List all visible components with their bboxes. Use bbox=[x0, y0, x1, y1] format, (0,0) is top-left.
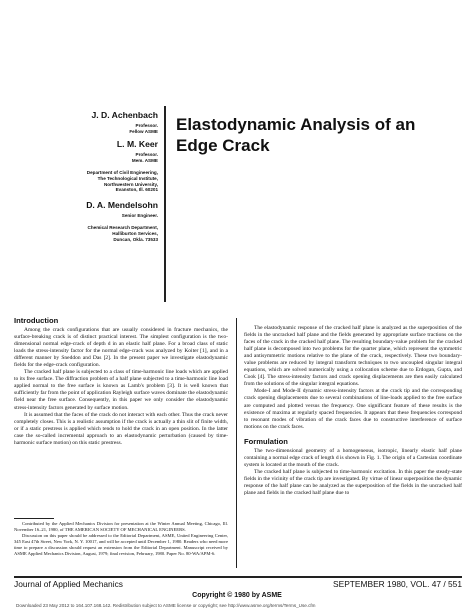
affiliation-line: Department of Civil Engineering, bbox=[86, 170, 158, 176]
right-column bbox=[244, 325, 462, 497]
footnote: Discussion on this paper should be addressed to the Editorial Department, ASME, United Engineering Center, 345 East 47th Street, New York, N. Y. 10017, and will be accepted until December 1, 1980. Readers who need more time to prepare a discussion should request an extension from the Editorial Department. Manuscript received by ASME Applied Mechanics Division, August, 1979; final revision, February, 1980. Paper No. 80-WA/APM-6. bbox=[14, 532, 228, 556]
body-paragraph: Mode-I and Mode-II dynamic stress-intensity factors at the crack tip and the corresponding crack opening displacements due to several combinations of line-loads applied to the free surface are computed and plotted versus the frequency. One significant feature of these results is the existence of maxima at regularly spaced frequencies. It appears that these frequencies correspond to resonant modes of vibration of the crack faces due to constructive interference of surface motions on the crack faces. bbox=[244, 388, 462, 430]
body-paragraph: The cracked half plane is subjected to a class of time-harmonic line loads which are applied to its free surface. The diffraction problem of a half plane subjected to a time-harmonic line load applied normal to the free surface is known as Lamb's problem [3]. It is well known that sufficiently far from the point of application Rayleigh surface waves dominate the elastodynamic field near the free surface. Consequently, in this paper we only consider the elastodynamic stress-intensity factors generated by surface motion. bbox=[14, 369, 228, 411]
author-role: Professor. bbox=[135, 123, 158, 128]
section-heading-introduction: Introduction bbox=[14, 316, 59, 325]
journal-name: Journal of Applied Mechanics bbox=[14, 579, 123, 589]
footnotes bbox=[14, 521, 228, 556]
body-paragraph: Among the crack configurations that are usually considered in fracture mechanics, the surface-breaking crack is of distinct practical interest. The simplest configuration is the two-dimensional normal edge-crack of depth d in an elastic half plane. For a broad class of static loads the stress-intensity factor for the normal edge-crack was analyzed by Koiter [1], and in a different manner by Sneddon and Das [2]. In the present paper we investigate elastodynamic fields for the edge-crack configuration. bbox=[14, 327, 228, 369]
affiliation-line: Duncan, Okla. 73533 bbox=[113, 236, 158, 242]
affiliation-line: Northwestern University, bbox=[103, 181, 158, 187]
title-line: Edge Crack bbox=[176, 136, 270, 155]
author-role: Senior Engineer. bbox=[121, 212, 158, 218]
footer-rule bbox=[14, 576, 462, 578]
body-paragraph: The two-dimensional geometry of a homogeneous, isotropic, linearly elastic half plane containing a normal edge crack of length d is shown in Fig. 1. The origin of a Cartesian coordinate system is located at the mouth of the crack. bbox=[244, 447, 462, 468]
body-paragraph: It is assumed that the faces of the crack do not interact with each other. Thus the crack never completely closes. This is a realistic assumption if the crack is actually a thin slit of finite width, or if a static prestress is applied which tends to hold the crack in an open position. In the latter case the so-called incremental approach to an elastodynamic perturbation (caused by time-harmonic surface motion) on this static prestress. bbox=[14, 411, 228, 446]
left-column bbox=[14, 316, 228, 447]
author-name: D. A. Mendelsohn bbox=[86, 199, 158, 210]
author-role: Mem. ASME bbox=[131, 157, 158, 163]
author-role: Fellow ASME bbox=[129, 128, 158, 134]
author-role: Professor. bbox=[135, 152, 158, 158]
body-paragraph: The elastodynamic response of the cracked half plane is analyzed as the superposition of the fields in the uncracked half plane and the fields generated by appropriate surface tractions on the faces of the crack in the cracked half plane. The resulting boundary-value problem for the cracked half plane is decomposed into two problems for the quarter plane, which represent the symmetric and antisymmetric motions relative to the plane of the crack, respectively. These two boundary-value problems are reduced by integral transform techniques to two uncoupled singular integral equations, which are solved numerically using a collocation scheme due to Erdogan, Gupta, and Cook [4]. The stress-intensity factors and crack opening displacements are then easily calculated from the solutions of the singular integral equations. bbox=[244, 325, 462, 388]
title-line: Elastodynamic Analysis of an bbox=[176, 115, 416, 134]
affiliation-line: Chemical Research Department, bbox=[87, 225, 158, 231]
paper-title bbox=[176, 114, 415, 156]
footnote-rule bbox=[14, 518, 54, 519]
copyright-line: Copyright © 1980 by ASME bbox=[192, 592, 282, 599]
footnote: Contributed by the Applied Mechanics Division for presentation at the Winter Annual Meeting, Chicago, Ill. November 16–21, 1980, of THE AMERICAN SOCIETY OF MECHANICAL ENGINEERS. bbox=[14, 521, 228, 532]
issue-info: SEPTEMBER 1980, VOL. 47 / 551 bbox=[333, 579, 462, 589]
download-notice: Downloaded 23 May 2012 to 164.107.168.142. Redistribution subject to ASME license or copyright; see http://www.asme.org/terms/Terms_Use.cfm bbox=[16, 603, 316, 608]
author-block bbox=[18, 110, 158, 242]
author-name: J. D. Achenbach bbox=[91, 110, 158, 120]
title-divider bbox=[164, 106, 166, 302]
affiliation-line: Evanston, Ill. 60201 bbox=[115, 187, 158, 193]
body-paragraph: The cracked half plane is subjected to time-harmonic excitation. In this paper the steady-state fields in the vicinity of the crack tip are investigated. By virtue of linear superposition the dynamic response of the half plane can be analyzed as the superposition of the fields in the uncracked half plane and fields in the cracked half plane due to bbox=[244, 468, 462, 496]
author-name: L. M. Keer bbox=[116, 139, 158, 150]
section-heading-formulation: Formulation bbox=[244, 436, 288, 446]
column-divider bbox=[236, 318, 237, 568]
affiliation-line: The Technological Institute, bbox=[97, 175, 158, 181]
affiliation-line: Halliburton Services, bbox=[112, 230, 158, 236]
